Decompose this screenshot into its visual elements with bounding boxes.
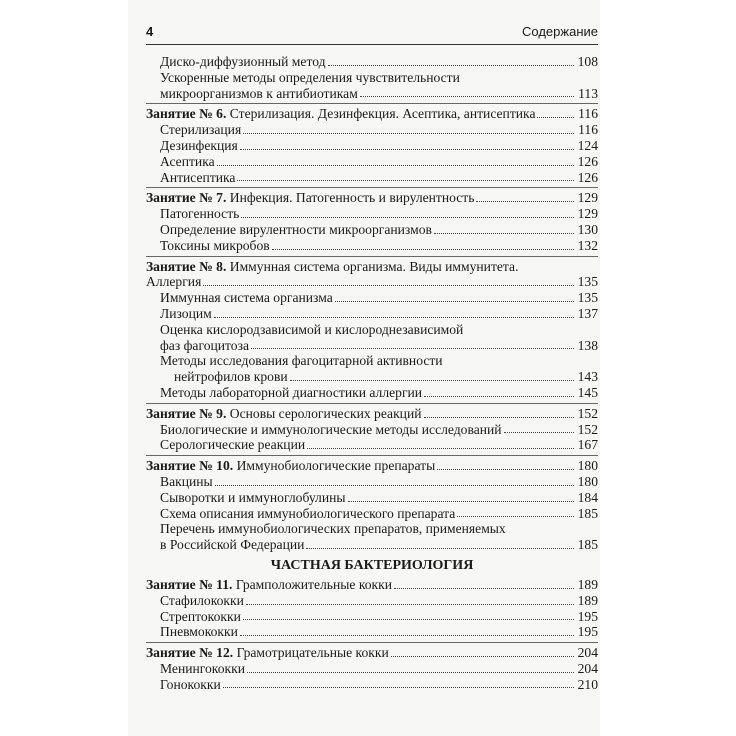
toc-entry: Стерилизация 116 (160, 122, 598, 138)
divider (146, 403, 598, 404)
toc-entry: Пневмококки 195 (160, 624, 598, 640)
section-heading: ЧАСТНАЯ БАКТЕРИОЛОГИЯ (270, 557, 474, 573)
toc-entry: Патогенность 129 (160, 206, 598, 222)
toc-entry: Стрептококки 195 (160, 608, 598, 624)
divider (146, 642, 598, 643)
toc-entry: Аллергия 135 (146, 274, 598, 290)
page-number: 4 (146, 24, 154, 39)
toc-entry: Биологические и иммунологические методы исследований 152 (160, 421, 598, 437)
header-rule (146, 44, 598, 45)
toc-lesson: Занятие № 11. Грамположительные кокки 189 (146, 576, 598, 592)
toc-lesson: Занятие № 10. Иммунобиологические препараты 180 (146, 458, 598, 474)
toc-entry: Дезинфекция 124 (160, 137, 598, 153)
toc-entry: Антисептика 126 (160, 169, 598, 185)
toc-entry: Ускоренные методы определения чувствительности (160, 69, 460, 85)
divider (146, 455, 598, 456)
toc-entry: фаз фагоцитоза 138 (160, 337, 598, 353)
toc-entry: Диско-диффузионный метод 108 (160, 54, 598, 69)
toc-entry: Определение вирулентности микроорганизмов 130 (160, 221, 598, 237)
toc-lesson: Занятие № 7. Инфекция. Патогенность и вирулентность 129 (146, 190, 598, 206)
toc-entry: Оценка кислородзависимой и кислороднезависимой (160, 321, 464, 337)
toc-lesson: Занятие № 12. Грамотрицательные кокки 204 (146, 645, 598, 661)
toc-entry: Перечень иммунобиологических препаратов, применяемых (160, 521, 506, 537)
toc-entry: Схема описания иммунобиологического препарата 185 (160, 505, 598, 521)
toc-entry: Стафилококки 189 (160, 592, 598, 608)
toc-entry: Токсины микробов 132 (160, 237, 598, 253)
toc-entry: Лизоцим 137 (160, 305, 598, 321)
divider (146, 256, 598, 257)
toc-lesson: Занятие № 6. Стерилизация. Дезинфекция. Асептика, антисептика 116 (146, 106, 598, 122)
toc-entry: Гонококки 210 (160, 676, 598, 692)
table-of-contents (146, 54, 598, 692)
toc-entry: микроорганизмов к антибиотикам 113 (160, 85, 598, 101)
toc-lesson: Занятие № 9. Основы серологических реакций 152 (146, 405, 598, 421)
page-header (146, 22, 598, 42)
toc-entry: нейтрофилов крови 143 (174, 369, 598, 385)
divider (146, 103, 598, 104)
toc-entry: Вакцины 180 (160, 473, 598, 489)
running-title: Содержание (522, 24, 598, 39)
toc-entry: Менингококки 204 (160, 660, 598, 676)
toc-lesson: Занятие № 8. Иммунная система организма. Виды иммунитета. (146, 258, 519, 274)
toc-entry: в Российской Федерации 185 (160, 537, 598, 553)
divider (146, 187, 598, 188)
toc-entry: Методы лабораторной диагностики аллергии 145 (160, 384, 598, 400)
toc-entry: Серологические реакции 167 (160, 437, 598, 453)
toc-entry: Методы исследования фагоцитарной активности (160, 353, 443, 369)
toc-entry: Асептика 126 (160, 153, 598, 169)
toc-entry: Сыворотки и иммуноглобулины 184 (160, 489, 598, 505)
toc-entry: Иммунная система организма 135 (160, 290, 598, 306)
